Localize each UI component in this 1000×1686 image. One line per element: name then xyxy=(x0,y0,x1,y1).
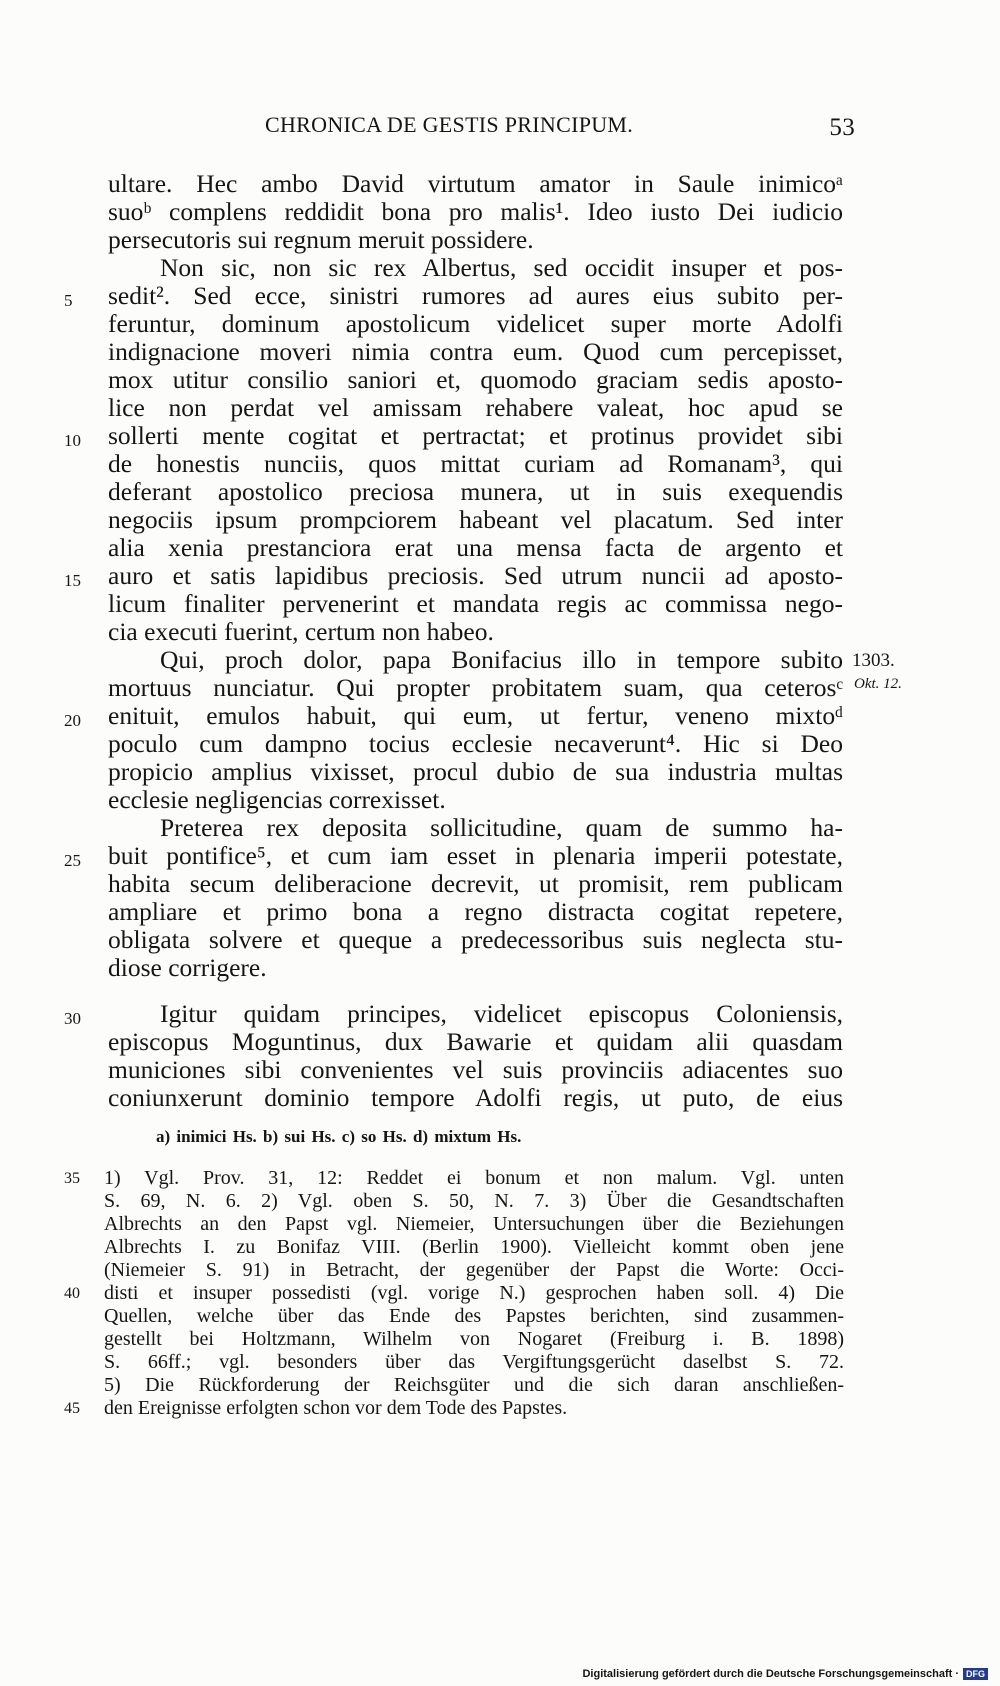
body-line: sollerti mente cogitat et pertractat; et protinus providet sibi xyxy=(108,421,843,450)
body-line: sedit². Sed ecce, sinistri rumores ad aures eius subito per- xyxy=(108,281,843,310)
body-line: persecutoris sui regnum meruit possidere. xyxy=(108,225,534,254)
line-number: 5 xyxy=(64,291,73,310)
footnote-line: 5) Die Rückforderung der Reichsgüter und die sich daran anschließen- xyxy=(104,1374,844,1396)
body-line: ecclesie negligencias correxisset. xyxy=(108,785,446,814)
line-number: 15 xyxy=(64,571,81,590)
body-line: diose corrigere. xyxy=(108,953,267,982)
body-line: ultare. Hec ambo David virtutum amator in Saule inimicoᵃ xyxy=(108,169,843,198)
body-line: Qui, proch dolor, papa Bonifacius illo in tempore subito xyxy=(160,645,843,674)
footnote-line: disti et insuper possedisti (vgl. vorige N.) gesprochen haben soll. 4) Die xyxy=(104,1282,844,1304)
footnote-line: den Ereignisse erfolgten schon vor dem Tode des Papstes. xyxy=(104,1397,568,1419)
body-line: Non sic, non sic rex Albertus, sed occidit insuper et pos- xyxy=(160,253,843,282)
body-line: suoᵇ complens reddidit bona pro malis¹. Ideo iusto Dei iudicio xyxy=(108,197,843,226)
body-line: mox utitur consilio saniori et, quomodo graciam sedis aposto- xyxy=(108,365,843,394)
page-number: 53 xyxy=(829,114,855,141)
line-number: 25 xyxy=(64,851,81,870)
footnote-line-number: 40 xyxy=(64,1285,80,1302)
header-title: CHRONICA DE GESTIS PRINCIPUM. xyxy=(265,112,634,137)
body-line: lice non perdat vel amissam rehabere valeat, hoc apud se xyxy=(108,393,843,422)
footnote-line: Albrechts an den Papst vgl. Niemeier, Untersuchungen über die Beziehungen xyxy=(104,1213,844,1235)
body-line: Preterea rex deposita sollicitudine, quam de summo ha- xyxy=(160,813,843,842)
body-line: indignacione moveri nimia contra eum. Quod cum percepisset, xyxy=(108,337,843,366)
body-line: mortuus nunciatur. Qui propter probitatem suam, qua ceterosᶜ xyxy=(108,673,843,702)
dfg-logo: DFG xyxy=(963,1668,988,1680)
body-line: enituit, emulos habuit, qui eum, ut fertur, veneno mixtoᵈ xyxy=(108,701,843,730)
footnote-line-number: 45 xyxy=(64,1400,80,1417)
margin-note-date: Okt. 12. xyxy=(854,676,902,692)
critical-apparatus: a) inimici Hs. b) sui Hs. c) so Hs. d) mixtum Hs. xyxy=(156,1127,522,1146)
footnote-line: (Niemeier S. 91) in Betracht, der gegenüber der Papst die Worte: Occi- xyxy=(104,1259,844,1281)
body-line: buit pontifice⁵, et cum iam esset in plenaria imperii potestate, xyxy=(108,841,843,870)
line-number: 20 xyxy=(64,711,81,730)
body-line: de honestis nunciis, quos mittat curiam ad Romanam³, qui xyxy=(108,449,843,478)
body-line: obligata solvere et queque a predecessoribus suis neglecta stu- xyxy=(108,925,843,954)
footnote-line: Quellen, welche über das Ende des Papstes berichten, sind zusammen- xyxy=(104,1305,844,1327)
body-line: alia xenia prestanciora erat una mensa facta de argento et xyxy=(108,533,843,562)
footnote-line-number: 35 xyxy=(64,1170,80,1187)
body-line: Igitur quidam principes, videlicet episcopus Coloniensis, xyxy=(160,999,843,1028)
body-line: ampliare et primo bona a regno distracta cogitat repetere, xyxy=(108,897,843,926)
footnote-line: S. 66ff.; vgl. besonders über das Vergiftungsgerücht daselbst S. 72. xyxy=(104,1351,844,1373)
footnote-line: S. 69, N. 6. 2) Vgl. oben S. 50, N. 7. 3) Über die Gesandtschaften xyxy=(104,1190,844,1212)
body-line: auro et satis lapidibus preciosis. Sed utrum nuncii ad aposto- xyxy=(108,561,843,590)
body-line: episcopus Moguntinus, dux Bawarie et quidam alii quasdam xyxy=(108,1027,843,1056)
body-line: poculo cum dampno tocius ecclesie necaverunt⁴. Hic si Deo xyxy=(108,729,843,758)
body-line: habita secum deliberacione decrevit, ut promisit, rem publicam xyxy=(108,869,843,898)
digitization-credit xyxy=(582,1668,988,1680)
credit-text: Digitalisierung gefördert durch die Deutsche Forschungsgemeinschaft · xyxy=(582,1668,959,1680)
margin-note-year: 1303. xyxy=(852,650,895,671)
body-line: deferant apostolico preciosa munera, ut in suis exequendis xyxy=(108,477,843,506)
body-line: feruntur, dominum apostolicum videlicet super morte Adolfi xyxy=(108,309,843,338)
body-line: negociis ipsum prompciorem habeant vel placatum. Sed inter xyxy=(108,505,843,534)
body-line: cia executi fuerint, certum non habeo. xyxy=(108,617,494,646)
body-line: coniunxerunt dominio tempore Adolfi regis, ut puto, de eius xyxy=(108,1083,843,1112)
footnote-line: gestellt bei Holtzmann, Wilhelm von Nogaret (Freiburg i. B. 1898) xyxy=(104,1328,844,1350)
body-line: licum finaliter pervenerint et mandata regis ac commissa nego- xyxy=(108,589,843,618)
footnote-line: 1) Vgl. Prov. 31, 12: Reddet ei bonum et non malum. Vgl. unten xyxy=(104,1167,844,1189)
body-line: municiones sibi convenientes vel suis provinciis adiacentes suo xyxy=(108,1055,843,1084)
line-number: 30 xyxy=(64,1009,81,1028)
body-line: propicio amplius vixisset, procul dubio de sua industria multas xyxy=(108,757,843,786)
footnote-line: Albrechts I. zu Bonifaz VIII. (Berlin 1900). Vielleicht kommt oben jene xyxy=(104,1236,844,1258)
line-number: 10 xyxy=(64,431,81,450)
